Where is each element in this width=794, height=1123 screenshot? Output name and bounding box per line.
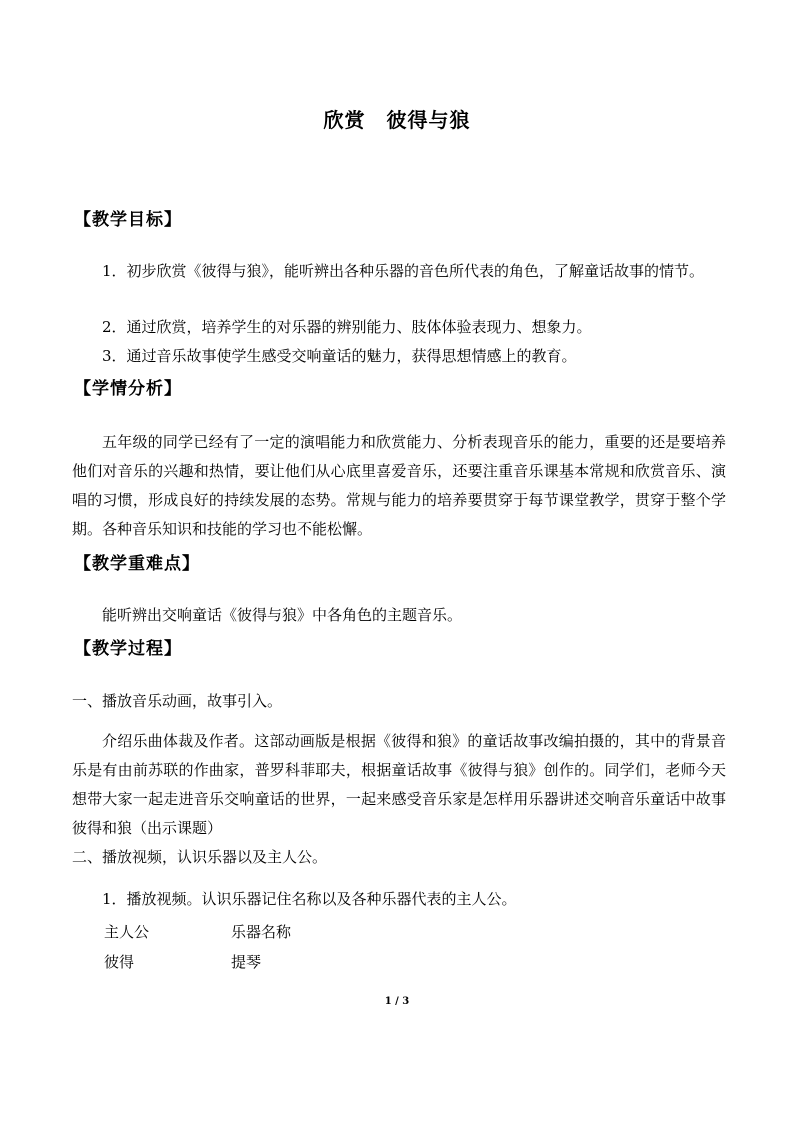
analysis-heading: 【学情分析】 [74,379,182,399]
table-cell-character: 彼得 [104,953,135,971]
process-step1-title: 一、播放音乐动画，故事引入。 [72,692,283,710]
table-header-character: 主人公 [104,923,150,941]
objectives-heading: 【教学目标】 [74,210,182,230]
objective-item-1: 1．初步欣赏《彼得与狼》，能听辨出各种乐器的音色所代表的角色，了解童话故事的情节。 [102,262,705,280]
key-points-text: 能听辨出交响童话《彼得与狼》中各角色的主题音乐。 [102,606,463,624]
process-heading: 【教学过程】 [74,639,182,659]
table-header-instrument: 乐器名称 [231,923,292,941]
document-title: 欣赏 彼得与狼 [323,108,471,132]
analysis-text: 五年级的同学已经有了一定的演唱能力和欣赏能力、分析表现音乐的能力，重要的还是要培养他们对音乐的兴趣和热情，要让他们从心底里喜爱音乐，还要注重音乐课基本常规和欣赏音乐、演唱的习惯，形成良好的持续发展的态势。常规与能力的培养要贯穿于每节课堂教学，贯穿于整个学期。各种音乐知识和技能的学习也不能松懈。 [72,433,726,538]
process-step2-item1: 1．播放视频。认识乐器记住名称以及各种乐器代表的主人公。 [102,890,517,908]
key-points-heading: 【教学重难点】 [74,554,200,574]
page-number: 1 / 3 [384,996,410,1007]
objective-item-3: 3．通过音乐故事使学生感受交响童话的魅力，获得思想情感上的教育。 [102,347,577,365]
objective-item-2: 2．通过欣赏，培养学生的对乐器的辨别能力、肢体体验表现力、想象力。 [102,318,592,336]
table-cell-instrument: 提琴 [231,953,262,971]
process-step1-text: 介绍乐曲体裁及作者。这部动画版是根据《彼得和狼》的童话故事改编拍摄的，其中的背景音乐是有由前苏联的作曲家，普罗科菲耶夫，根据童话故事《彼得与狼》创作的。同学们，老师今天想带大家一起走进音乐交响童话的世界，一起来感受音乐家是怎样用乐器讲述交响音乐童话中故事彼得和狼（出示课题） [72,732,726,837]
process-step2-title: 二、播放视频，认识乐器以及主人公。 [72,848,328,866]
